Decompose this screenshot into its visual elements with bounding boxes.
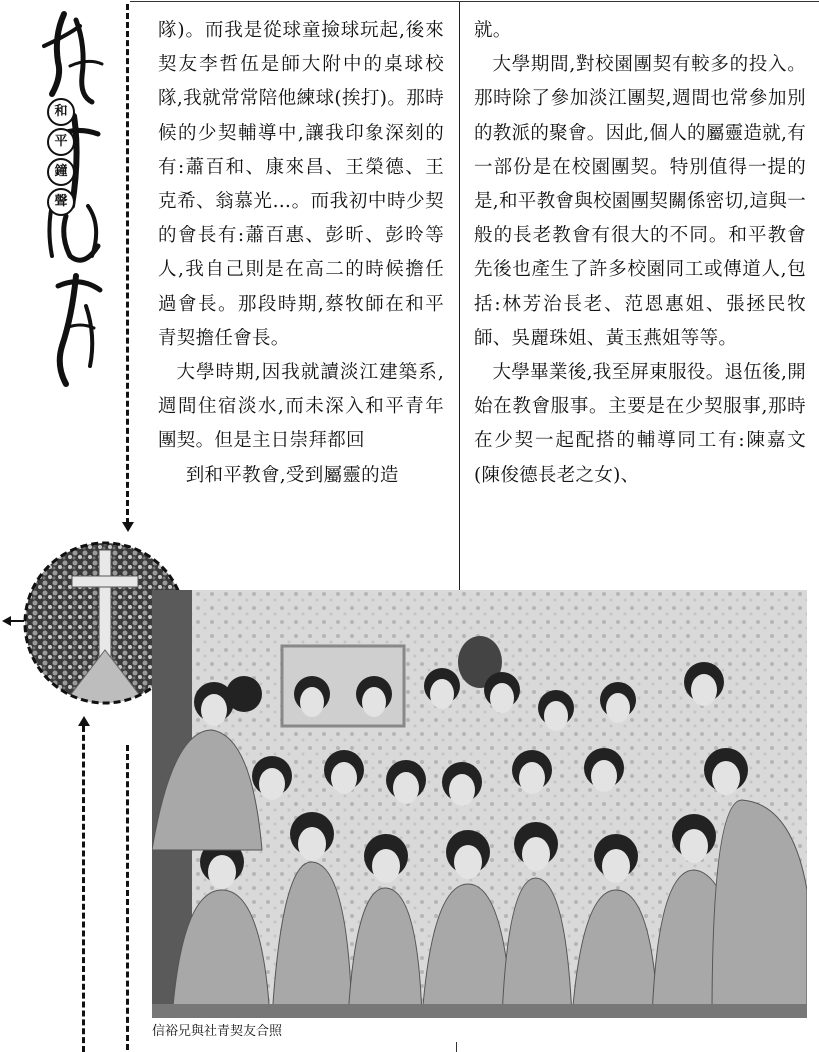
arrow-down-icon: [122, 522, 134, 532]
dashed-guide-left: [82, 726, 85, 1052]
group-photo: [152, 590, 807, 1018]
paragraph: 到和平教會,受到屬靈的造: [185, 464, 399, 486]
top-rule: [130, 1, 819, 2]
paragraph: 就。: [474, 20, 512, 41]
column-divider: [459, 2, 460, 590]
page-mark: [456, 1042, 457, 1052]
paragraph: 大學畢業後,我至屏東服役。退伍後,開始在教會服事。主要是在少契服事,那時在少契一起配搭的輔導同工有:陳嘉文(陳俊德長老之女)、: [474, 362, 806, 486]
title-badge-2: 平: [47, 128, 75, 156]
article-column-right: [474, 14, 806, 493]
title-badge-4: 聲: [47, 188, 75, 216]
arrow-up-icon: [78, 716, 90, 726]
dashed-guide-bottom: [126, 745, 129, 1050]
article-column-left: [158, 14, 444, 493]
title-badge-1: 和: [47, 98, 75, 126]
photo-caption: 信裕兄與社青契友合照: [152, 1024, 283, 1039]
paragraph: 隊)。而我是從球童撿球玩起,後來契友李哲伍是師大附中的桌球校隊,我就常常陪他練球(挨打)。那時候的少契輔導中,讓我印象深刻的有:蕭百和、康來昌、王榮德、王克希、翁慕光…。而我初中時少契的會長有:蕭百惠、彭昕、彭昤等人,我自己則是在高二的時候擔任過會長。那段時期,蔡牧師在和平青契擔任會長。: [158, 20, 444, 349]
paragraph: 大學時期,因我就讀淡江建築系,週間住宿淡水,而未深入和平青年團契。但是主日崇拜都回: [158, 362, 444, 452]
dashed-guide-top: [126, 4, 129, 524]
arrow-left-icon: [2, 616, 11, 626]
title-badge-3: 鐘: [47, 158, 75, 186]
paragraph: 大學期間,對校園團契有較多的投入。那時除了參加淡江團契,週間也常參加別的教派的聚會。因此,個人的屬靈造就,有一部份是在校園團契。特別值得一提的是,和平教會與校園團契關係密切,這與一般的長老教會有很大的不同。和平教會先後也產生了許多校園同工或傳道人,包括:林芳治長老、范恩惠姐、張拯民牧師、吳麗珠姐、黃玉燕姐等等。: [474, 54, 806, 349]
